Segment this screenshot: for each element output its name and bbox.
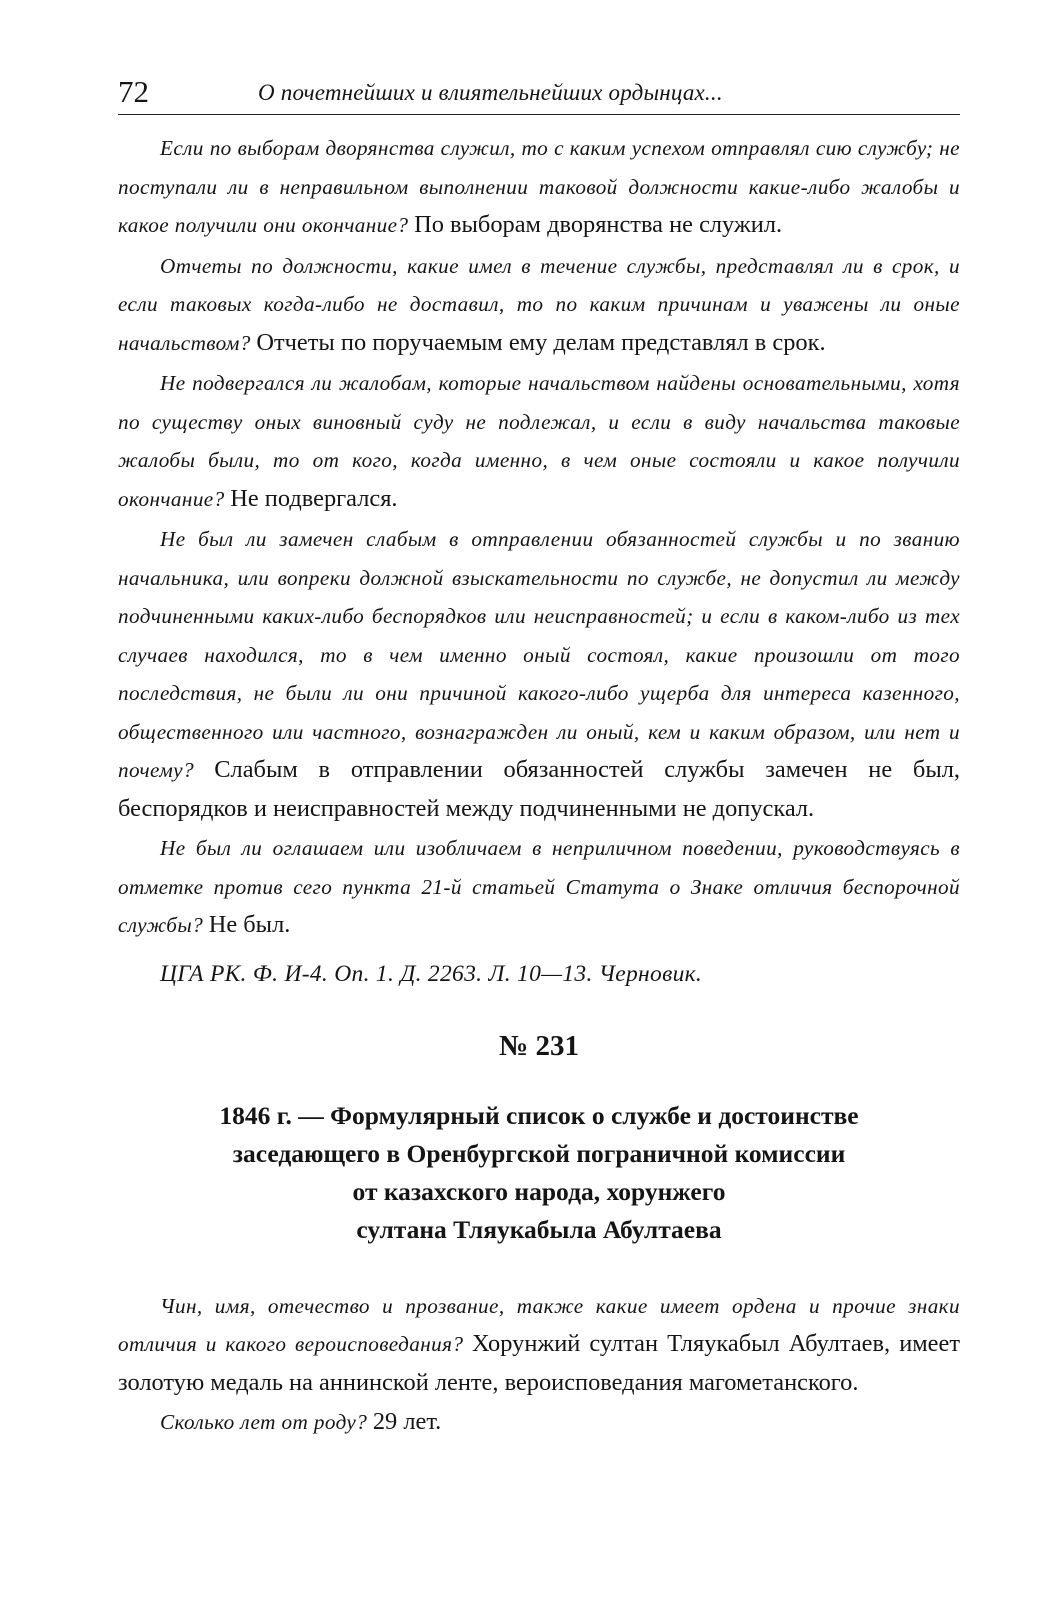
paragraph-rank-name bbox=[118, 1287, 960, 1402]
document-page bbox=[118, 70, 960, 1444]
answer-text: Хорунжий султан Тляукабыл Абултаев, имеет золотую медаль на аннинской ленте, вероисповедания магометанского. bbox=[118, 1330, 960, 1396]
paragraph-nobility-service bbox=[118, 129, 960, 245]
question-text: Не был ли оглашаем или изобличаем в неприличном поведении, руководствуясь в отметке против сего пункта 21-й статьей Статута о Знаке отличия беспорочной службы? bbox=[118, 836, 960, 937]
page-header bbox=[118, 70, 960, 115]
question-text: Чин, имя, отечество и прозвание, также какие имеет ордена и прочие знаки отличия и какого вероисповедания? bbox=[118, 1293, 960, 1356]
answer-text: По выборам дворянства не служил. bbox=[414, 211, 783, 238]
question-text: Если по выборам дворянства служил, то с каким успехом отправлял сию службу; не поступали ли в неправильном выполнении таковой должности какие-либо жалобы и какое получили они окончание? bbox=[118, 136, 960, 237]
document-number: № 231 bbox=[499, 1029, 579, 1062]
paragraph-reports bbox=[118, 247, 960, 363]
paragraph-age bbox=[118, 1403, 960, 1442]
title-line: султана Тляукабыла Абултаева bbox=[356, 1214, 722, 1244]
question-text: Отчеты по должности, какие имел в течение службы, представлял ли в срок, и если таковых когда-либо не доставил, то по каким причинам и уважены ли оные начальством? bbox=[118, 253, 960, 355]
title-line: 1846 г. — Формулярный список о службе и достоинстве bbox=[219, 1100, 859, 1130]
question-text: Сколько лет от роду? bbox=[160, 1410, 368, 1434]
page-content bbox=[118, 129, 960, 1442]
question-text: Не подвергался ли жалобам, которые начальством найдены основательными, хотя по существу оных виновный суду не подлежал, и если в виду начальства таковые жалобы были, то от кого, когда именно, в чем оные состояли и какое получили окончание? bbox=[118, 371, 960, 511]
archive-source: ЦГА РК. Ф. И-4. Оп. 1. Д. 2263. Л. 10—13. Черновик. bbox=[160, 960, 703, 987]
page-number: 72 bbox=[118, 74, 149, 109]
answer-text: 29 лет. bbox=[372, 1408, 442, 1435]
document-title bbox=[118, 1097, 960, 1249]
answer-text: Не был. bbox=[208, 911, 291, 938]
answer-text: Слабым в отправлении обязанностей службы замечен не был, беспорядков и неисправностей между подчиненными не допускал. bbox=[118, 756, 960, 822]
paragraph-complaints bbox=[118, 364, 960, 518]
answer-text: Отчеты по поручаемым ему делам представлял в срок. bbox=[256, 328, 826, 356]
question-text: Не был ли замечен слабым в отправлении обязанностей службы и по званию начальника, или вопреки должной взыскательности по службе, не допустил ли между подчиненными каких-либо беспорядков или неисправностей; и если в каком-либо из тех случаев находился, то в чем именно оный состоял, какие произошли от того последствия, не были ли они причиной какого-либо ущерба для интереса казенного, общественного или частного, вознагражден ли оный, кем и каким образом, или нет и почему? bbox=[118, 527, 960, 782]
paragraph-conduct bbox=[118, 829, 960, 945]
paragraph-duties bbox=[118, 520, 960, 827]
answer-text: Не подвергался. bbox=[230, 484, 398, 512]
title-line: заседающего в Оренбургской пограничной комиссии bbox=[232, 1138, 846, 1168]
running-title: О почетнейших и влиятельнейших ордынцах... bbox=[258, 80, 723, 105]
title-line: от казахского народа, хорунжего bbox=[352, 1176, 726, 1206]
